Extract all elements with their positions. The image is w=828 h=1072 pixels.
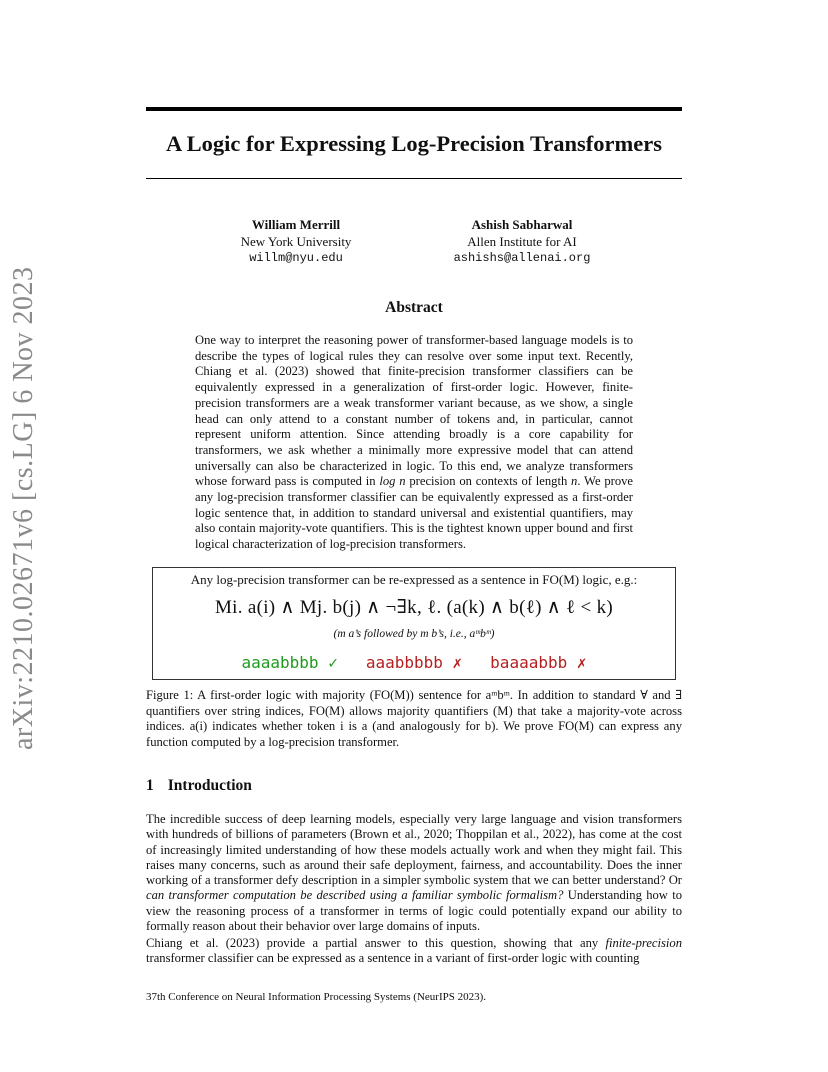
paragraph-text: Chiang et al. (2023) provide a partial answer to this question, showing that any [146,936,606,950]
abstract-math: log n [379,474,406,489]
paper-title: A Logic for Expressing Log-Precision Transformers [165,131,663,156]
arxiv-identifier: arXiv:2210.02671v6 [cs.LG] 6 Nov 2023 [8,266,39,750]
abstract-text-part: . We prove any log-precision transformer classifier can be equivalently expressed as a first-order logic sentence that, in addition to standard universal and existential quantifiers, may also contain majority-vote quantifiers. This is the tightest known upper bound and first logical characterization of log-precision transformers. [195,474,633,552]
figure-examples [152,653,676,673]
abstract-math: n [571,474,578,489]
section-heading [146,777,252,795]
section-title: Introduction [167,777,252,794]
title-bottom-rule [146,178,682,179]
title-top-rule [146,107,682,111]
author-affiliation: Allen Institute for AI [467,234,577,249]
figure-formula: Mi. a(i) ∧ Mj. b(j) ∧ ¬∃k, ℓ. (a(k) ∧ b(ℓ) ∧ ℓ < k) [214,597,613,618]
example-text: baaaabbb [490,653,568,672]
figure-caption: Figure 1: A first-order logic with majority (FO(M)) sentence for aᵐbᵐ. In addition to standard ∀ and ∃ quantifiers over string indices, FO(M) allows majority quantifiers (M) that take a majority-vote across indices. a(i) indicates whether token i is a (and analogously for b). We prove FO(M) can express any function computed by a log-precision transformer. [146,688,682,749]
intro-paragraph [146,812,682,934]
emphasized-text: can transformer computation be described using a familiar symbolic formalism? [146,888,564,903]
author-name: William Merrill [251,217,341,232]
author-affiliation: New York University [240,234,352,249]
example-text: aaabbbbb [365,653,443,672]
abstract-text [195,333,633,553]
paragraph-text: transformer classifier can be expressed as a sentence in a variant of first-order logic with counting [146,951,640,966]
author-email[interactable]: ashishs@allenai.org [453,251,591,265]
example-string-accepted [241,653,337,672]
abstract-text-part: precision on contexts of length [405,474,572,489]
section-number: 1 [146,777,154,794]
author-block [422,216,622,267]
example-string-rejected [366,653,462,672]
figure-intro-text: Any log-precision transformer can be re-expressed as a sentence in FO(M) logic, e.g.: [190,572,638,587]
emphasized-text: finite-precision [605,936,682,950]
author-name: Ashish Sabharwal [471,217,573,232]
example-string-rejected [490,653,586,672]
abstract-text-part: One way to interpret the reasoning power of transformer-based language models is to describe the types of logical rules they can resolve over some input text. Recently, Chiang et al. (2023) showed that finite-precision transformer classifiers can be equivalently expressed in a generalization of first-order logic. However, finite-precision transformers are a weak transformer variant because, as we show, a single head can only attend to a constant number of tokens and, in particular, cannot represent uniform attention. Since attending broadly is a core capability for transformers, we ask whether a minimally more expressive model that can attend universally can also be characterized in logic. To this end, we analyze transformers whose forward pass is computed in [195,333,633,489]
abstract-heading: Abstract [385,299,443,316]
cross-icon: ✗ [452,653,463,672]
paragraph-text: Understanding how to view the reasoning process of a transformer in terms of logic could potentially expand our ability to formally reason about their behavior over large domains of inputs. [146,888,683,934]
cross-icon: ✗ [576,653,587,672]
check-icon: ✓ [328,653,338,672]
author-block [196,216,396,267]
conference-footnote: 37th Conference on Neural Information Processing Systems (NeurIPS 2023). [146,991,487,1003]
example-text: aaaabbbb [241,653,319,672]
paragraph-text: The incredible success of deep learning models, especially very large language and vision transformers with hundreds of billions of parameters (Brown et al., 2020; Thoppilan et al., 2022), has come at the cost of increasingly limited understanding of how these models actually work and when they might fail. This raises many concerns, such as around their safe deployment, fairness, and accountability. Does the inner working of a transformer defy description in a simpler symbolic system that we can better understand? Or [146,812,682,888]
intro-paragraph [146,936,682,967]
author-email[interactable]: willm@nyu.edu [249,251,343,265]
figure-note: (m a’s followed by m b’s, i.e., aᵐbᵐ) [333,628,495,640]
